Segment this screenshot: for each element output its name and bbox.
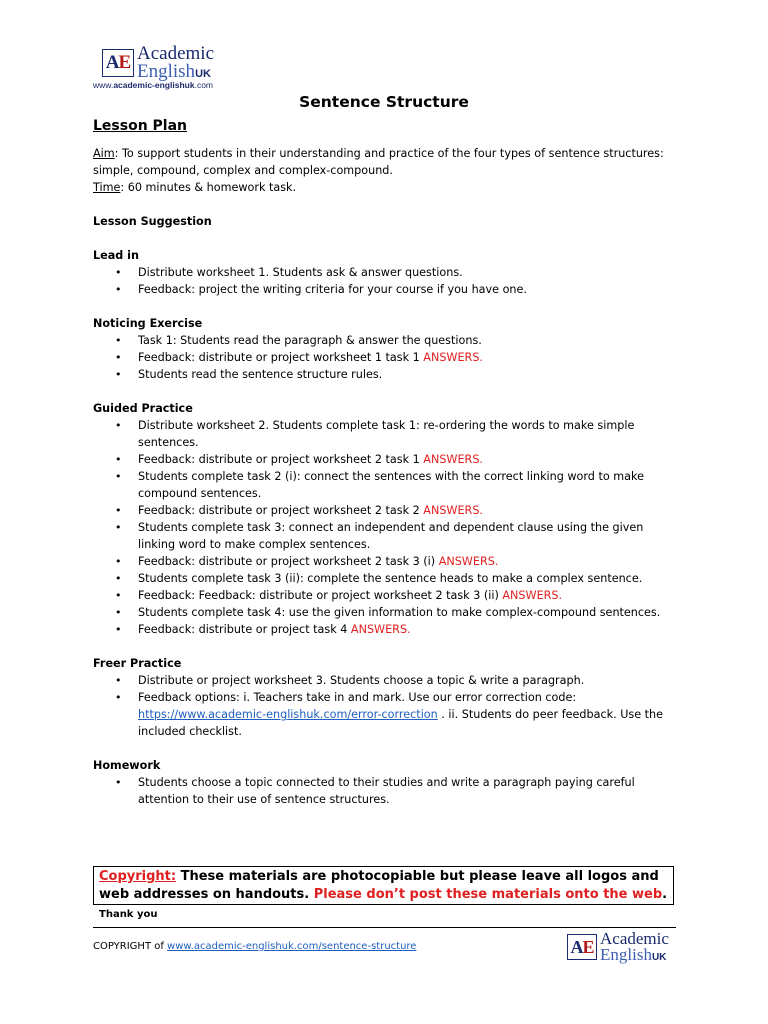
site-url-domain: academic-englishuk [113,80,195,90]
logo-word-english: English [600,945,652,965]
error-correction-link[interactable]: https://www.academic-englishuk.com/error-correction [138,708,438,721]
homework-list [93,774,683,808]
list-item: • Feedback: project the writing criteria for your course if you have one. [93,281,683,298]
answers-label: ANSWERS. [350,623,411,636]
logo-word-academic: Academic [600,929,669,948]
guided-practice-list [93,417,683,638]
aim-text: : To support students in their understanding and practice of the four types of sentence structures: simple, compound, complex and complex-compound. [93,147,664,177]
logo-ae-box [567,934,597,960]
list-item: • Distribute worksheet 1. Students ask & answer questions. [93,264,683,281]
academic-english-uk-logo [102,45,214,81]
lesson-content [93,145,683,808]
lesson-suggestion-heading: Lesson Suggestion [93,215,212,228]
list-item: • Students choose a topic connected to their studies and write a paragraph paying careful attention to their use of sentence structures. [93,774,683,808]
logo-word-academic: Academic [137,43,215,64]
footer-link[interactable]: www.academic-englishuk.com/sentence-structure [167,941,417,952]
logo-ae-box [102,49,134,77]
copyright-thanks: Thank you [99,909,158,920]
copyright-warning: Please don’t post these materials onto the web [313,887,663,902]
logo-word-uk: UK [195,68,211,81]
lead-in-list [93,264,683,298]
logo-wordmark [600,931,669,963]
list-item: • Feedback: Feedback: distribute or project worksheet 2 task 3 (ii) ANSWERS. [93,587,683,604]
copyright-label: Copyright: [99,869,177,884]
time-text: : 60 minutes & homework task. [120,181,297,194]
list-item: • Feedback: distribute or project worksheet 2 task 1 ANSWERS. [93,451,683,468]
logo-word-uk: UK [651,952,667,964]
logo-wordmark [137,45,214,81]
section-heading-lead-in: Lead in [93,249,139,262]
list-item: • Feedback: distribute or project task 4 ANSWERS. [93,621,683,638]
section-heading-guided-practice: Guided Practice [93,402,193,415]
list-item: • Distribute worksheet 2. Students complete task 1: re-ordering the words to make simple sentences. [93,417,683,451]
time-paragraph [93,179,683,196]
copyright-text: These materials are photocopiable but please leave all logos and web addresses on handouts. [99,869,659,902]
list-item: • Students complete task 4: use the given information to make complex-compound sentences. [93,604,683,621]
footer-prefix: COPYRIGHT of [93,941,168,952]
freer-practice-list [93,672,683,740]
header-site-url[interactable] [93,80,213,90]
lesson-plan-heading: Lesson Plan [93,118,188,134]
answers-label: ANSWERS. [438,555,499,568]
list-item: • Feedback: distribute or project worksheet 2 task 2 ANSWERS. [93,502,683,519]
logo-letter-a: A [105,52,119,74]
list-item: • Students complete task 3: connect an independent and dependent clause using the given linking word to make complex sentences. [93,519,683,553]
logo-word-english: English [137,61,196,83]
answers-label: ANSWERS. [423,504,483,517]
answers-label: ANSWERS. [502,589,563,602]
answers-label: ANSWERS. [423,453,483,466]
list-item: • Students read the sentence structure rules. [93,366,683,383]
logo-letter-a: A [570,936,583,957]
time-label: Time [93,181,121,194]
list-item: • Feedback: distribute or project worksheet 1 task 1 ANSWERS. [93,349,683,366]
section-heading-noticing-exercise: Noticing Exercise [93,317,203,330]
section-heading-homework: Homework [93,759,161,772]
site-url-prefix: www. [93,80,114,90]
list-item: • Task 1: Students read the paragraph & answer the questions. [93,332,683,349]
aim-paragraph [93,145,683,179]
page-title: Sentence Structure [299,93,469,111]
footer-divider [93,927,676,928]
site-url-suffix: .com [194,80,213,90]
copyright-notice-box: Copyright: These materials are photocopiable but please leave all logos and web addresses on handouts. Please don’t post these materials onto the web. Thank you [93,866,674,905]
noticing-list [93,332,683,383]
list-item: • Students complete task 2 (i): connect the sentences with the correct linking word to make compound sentences. [93,468,683,502]
list-item: • Feedback: distribute or project worksheet 2 task 3 (i) ANSWERS. [93,553,683,570]
section-heading-freer-practice: Freer Practice [93,657,182,670]
logo-letter-e: E [118,52,131,74]
list-item: • Students complete task 3 (ii): complete the sentence heads to make a complex sentence. [93,570,683,587]
aim-label: Aim [93,147,115,160]
list-item: • Feedback options: i. Teachers take in and mark. Use our error correction code: https://www.academic-englishuk.com/error-correction . ii. Students do peer feedback. Use the included checklist. [93,689,683,740]
footer-academic-english-uk-logo [567,931,669,963]
list-item: • Distribute or project worksheet 3. Students choose a topic & write a paragraph. [93,672,683,689]
answers-label: ANSWERS. [423,351,483,364]
footer-copyright [93,941,416,952]
logo-letter-e: E [582,936,594,957]
